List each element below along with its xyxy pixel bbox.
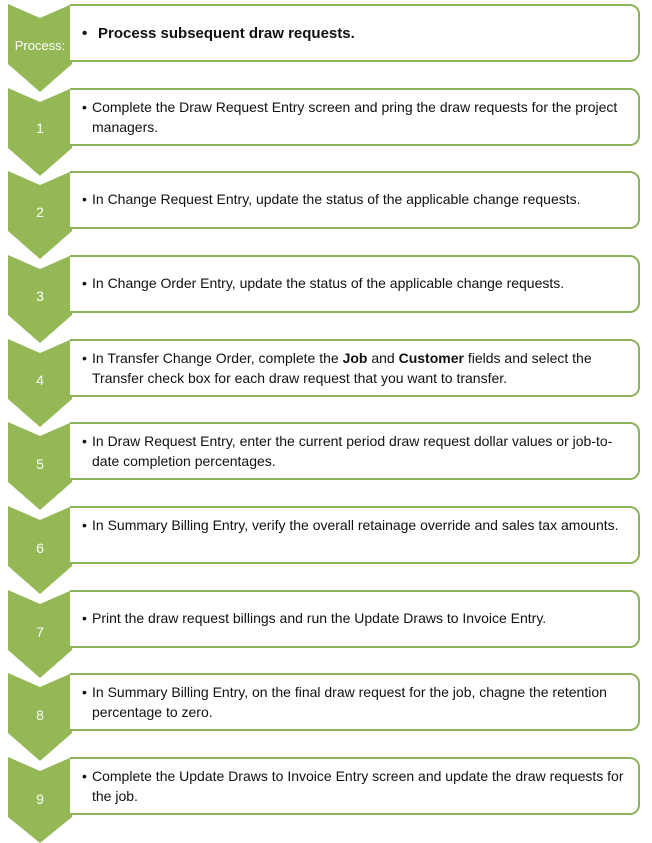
chevron-label-step-9: 9 (36, 791, 44, 807)
chevron-label-process: Process: (14, 38, 66, 53)
chevron-label-step-7: 7 (36, 624, 44, 640)
step-box-6 (70, 506, 640, 564)
step-box-process (70, 4, 640, 62)
step-box-7 (70, 590, 640, 648)
step-text-4 (82, 348, 628, 388)
step-box-1 (70, 88, 640, 146)
step-text-8: • In Summary Billing Entry, on the final draw request for the job, chagne the retention percentage to zero. (82, 682, 628, 722)
step-4-text-after: fields and select the Transfer check box for each draw request that you want to transfer. (92, 350, 592, 386)
step-4-text-before: In Transfer Change Order, complete the (92, 350, 343, 366)
step-text-process: • Process subsequent draw requests. (82, 24, 628, 44)
step-box-4 (70, 339, 640, 397)
step-4-text-middle: and (367, 350, 399, 366)
step-box-5 (70, 422, 640, 480)
step-text-5: • In Draw Request Entry, enter the current period draw request dollar values or job-to-date completion percentages. (82, 431, 628, 471)
step-text-3: • In Change Order Entry, update the status of the applicable change requests. (82, 273, 628, 293)
chevron-label-step-1: 1 (36, 120, 44, 136)
chevron-label-step-5: 5 (36, 456, 44, 472)
step-text-6: • In Summary Billing Entry, verify the overall retainage override and sales tax amounts. (82, 515, 628, 535)
chevron-label-step-2: 2 (36, 204, 44, 220)
step-text-1: • Complete the Draw Request Entry screen and pring the draw requests for the project managers. (82, 97, 628, 137)
step-box-3 (70, 255, 640, 313)
job-field-name: Job (342, 350, 368, 366)
step-text-9: • Complete the Update Draws to Invoice Entry screen and update the draw requests for the job. (82, 766, 628, 806)
customer-field-name: Customer (398, 350, 464, 366)
step-text-7: • Print the draw request billings and run the Update Draws to Invoice Entry. (82, 608, 628, 628)
chevron-label-step-3: 3 (36, 288, 44, 304)
chevron-label-step-6: 6 (36, 540, 44, 556)
step-text-2: • In Change Request Entry, update the status of the applicable change requests. (82, 189, 628, 209)
step-box-8 (70, 673, 640, 731)
step-box-9 (70, 757, 640, 815)
chevron-label-step-4: 4 (36, 372, 44, 388)
chevron-label-step-8: 8 (36, 707, 44, 723)
step-box-2 (70, 171, 640, 229)
